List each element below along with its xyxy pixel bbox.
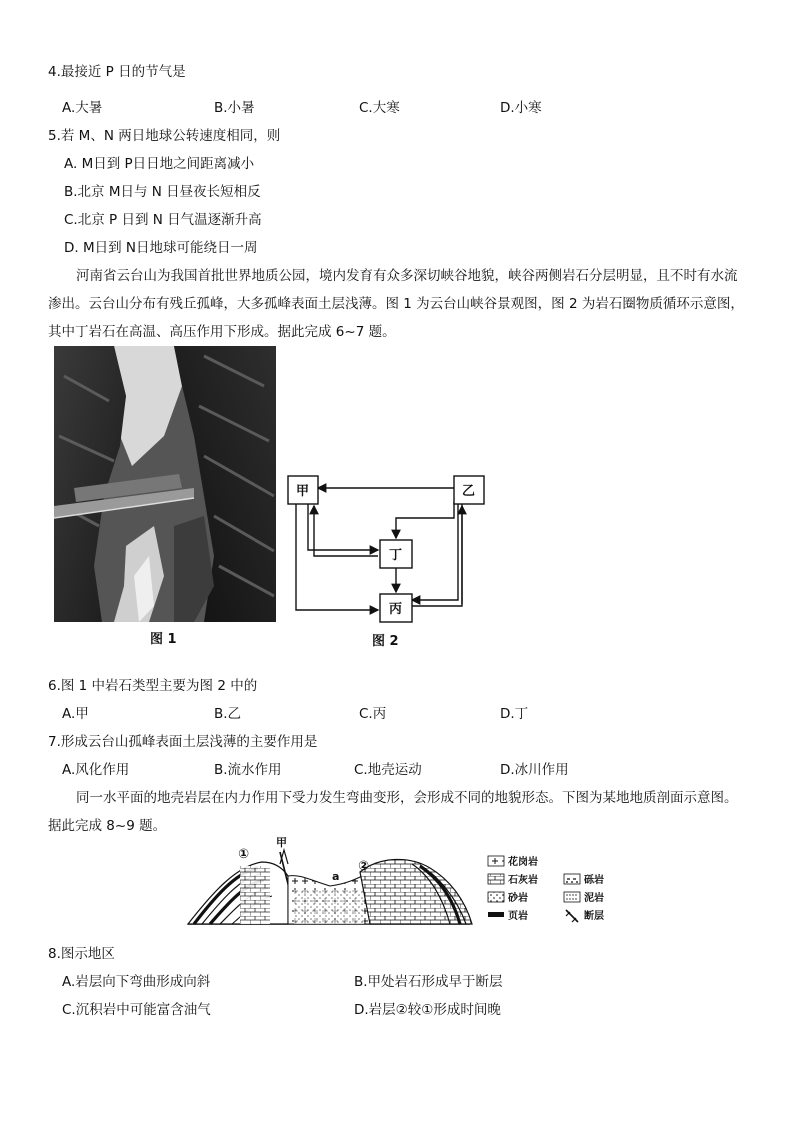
q4-option-d: D.小寒 xyxy=(500,100,542,116)
q8-option-d: D.岩层②较①形成时间晚 xyxy=(354,1002,501,1018)
question-6-stem: 6.图 1 中岩石类型主要为图 2 中的 xyxy=(48,678,258,694)
q6-option-d: D.丁 xyxy=(500,706,529,722)
q6-option-c: C.丙 xyxy=(359,706,387,722)
question-4-stem: 4.最接近 P 日的节气是 xyxy=(48,64,186,80)
legend-limestone: 石灰岩 xyxy=(508,875,538,886)
label-jia-fault: 甲 xyxy=(276,836,287,849)
label-yi: 乙 xyxy=(462,484,476,499)
q4-option-c: C.大寒 xyxy=(359,100,400,116)
legend-mudstone: 泥岩 xyxy=(584,893,604,904)
q6-option-b: B.乙 xyxy=(214,706,242,722)
figure-1-caption: 图 1 xyxy=(150,632,177,647)
q5-option-b: B.北京 M日与 N 日昼夜长短相反 xyxy=(64,184,261,200)
q8-option-b: B.甲处岩石形成早于断层 xyxy=(354,974,503,990)
legend-sandstone: 砂岩 xyxy=(508,893,528,904)
label-bing: 丙 xyxy=(389,602,403,617)
q7-option-b: B.流水作用 xyxy=(214,762,282,778)
label-a: a xyxy=(332,870,340,883)
q7-option-c: C.地壳运动 xyxy=(354,762,422,778)
label-ding: 丁 xyxy=(389,548,403,563)
q5-option-d: D. M日到 N日地球可能绕日一周 xyxy=(64,240,258,256)
figure-2-rock-cycle xyxy=(284,470,490,628)
passage-yuntai: 河南省云台山为我国首批世界地质公园，境内发育有众多深切峡谷地貌，峡谷两侧岩石分层明显，且不时有水流渗出。云台山分布有残丘孤峰，大多孤峰表面土层浅薄。图 1 为云台山峡谷景观图，图 2 为岩石圈物质循环示意图，其中丁岩石在高温、高压作用下形成。据此完成 6~7 题。 xyxy=(48,268,744,340)
legend-shale: 页岩 xyxy=(508,911,528,922)
figure-2-caption: 图 2 xyxy=(372,634,399,649)
q8-option-a: A.岩层向下弯曲形成向斜 xyxy=(62,974,211,990)
passage-geology: 同一水平面的地壳岩层在内力作用下受力发生弯曲变形，会形成不同的地貌形态。下图为某地地质剖面示意图。据此完成 8~9 题。 xyxy=(48,790,738,834)
question-7-stem: 7.形成云台山孤峰表面土层浅薄的主要作用是 xyxy=(48,734,318,750)
question-5-stem: 5.若 M、N 两日地球公转速度相同，则 xyxy=(48,128,281,144)
label-circle-2: ② xyxy=(358,859,370,874)
q6-option-a: A.甲 xyxy=(62,706,89,722)
figure-1-photo xyxy=(54,346,276,622)
legend-fault: 断层 xyxy=(584,911,604,922)
label-jia: 甲 xyxy=(296,484,310,499)
q7-option-a: A.风化作用 xyxy=(62,762,130,778)
q8-option-c: C.沉积岩中可能富含油气 xyxy=(62,1002,211,1018)
q5-option-c: C.北京 P 日到 N 日气温逐渐升高 xyxy=(64,212,262,228)
q5-option-a: A. M日到 P日日地之间距离减小 xyxy=(64,156,255,172)
q7-option-d: D.冰川作用 xyxy=(500,762,569,778)
q4-option-a: A.大暑 xyxy=(62,100,103,116)
q4-option-b: B.小暑 xyxy=(214,100,255,116)
label-circle-1: ① xyxy=(238,847,250,862)
legend-conglomerate: 砾岩 xyxy=(584,875,604,886)
question-8-stem: 8.图示地区 xyxy=(48,946,115,962)
legend-granite: 花岗岩 xyxy=(508,857,538,868)
figure-3-geologic-section xyxy=(180,836,620,932)
